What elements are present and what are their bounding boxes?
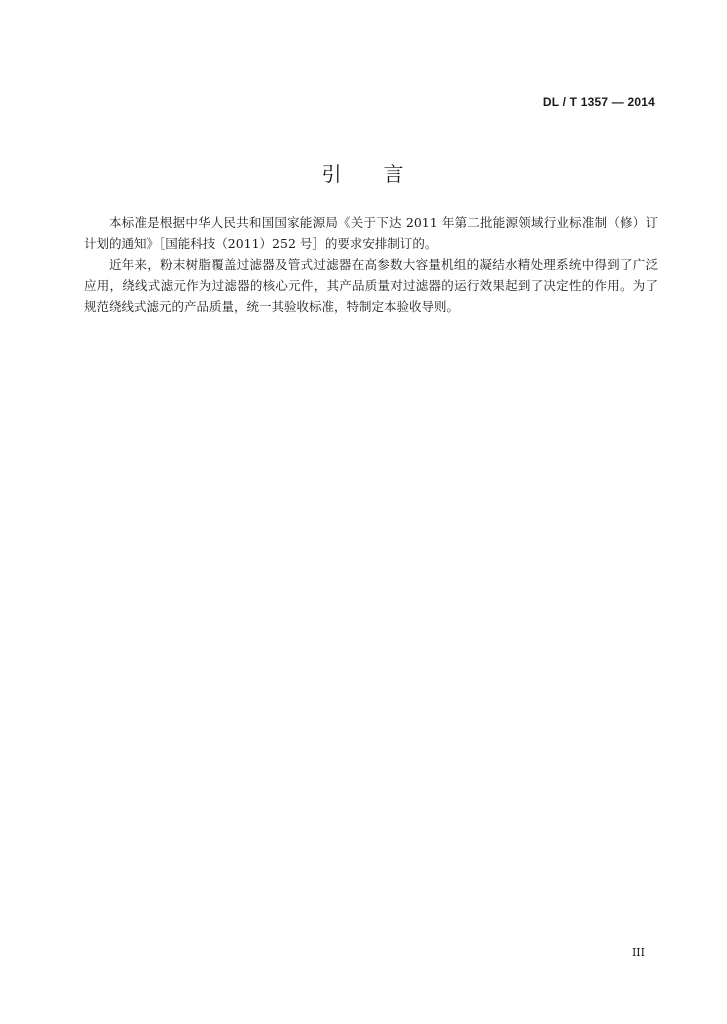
- standard-code: DL / T 1357 — 2014: [542, 95, 655, 109]
- title-char-1: 引: [321, 162, 344, 186]
- page-number: III: [631, 946, 645, 959]
- paragraph-1: 本标准是根据中华人民共和国国家能源局《关于下达 2011 年第二批能源领域行业标准制（修）订计划的通知》［国能科技（2011）252 号］的要求安排制订的。: [84, 215, 658, 251]
- title-char-2: 言: [383, 162, 406, 186]
- foreword-body: [84, 212, 658, 317]
- page-title: [0, 158, 727, 187]
- paragraph-2: 近年来，粉末树脂覆盖过滤器及管式过滤器在高参数大容量机组的凝结水精处理系统中得到了广泛应用，绕线式滤元作为过滤器的核心元件，其产品质量对过滤器的运行效果起到了决定性的作用。为了规范绕线式滤元的产品质量，统一其验收标准，特制定本验收导则。: [84, 257, 658, 314]
